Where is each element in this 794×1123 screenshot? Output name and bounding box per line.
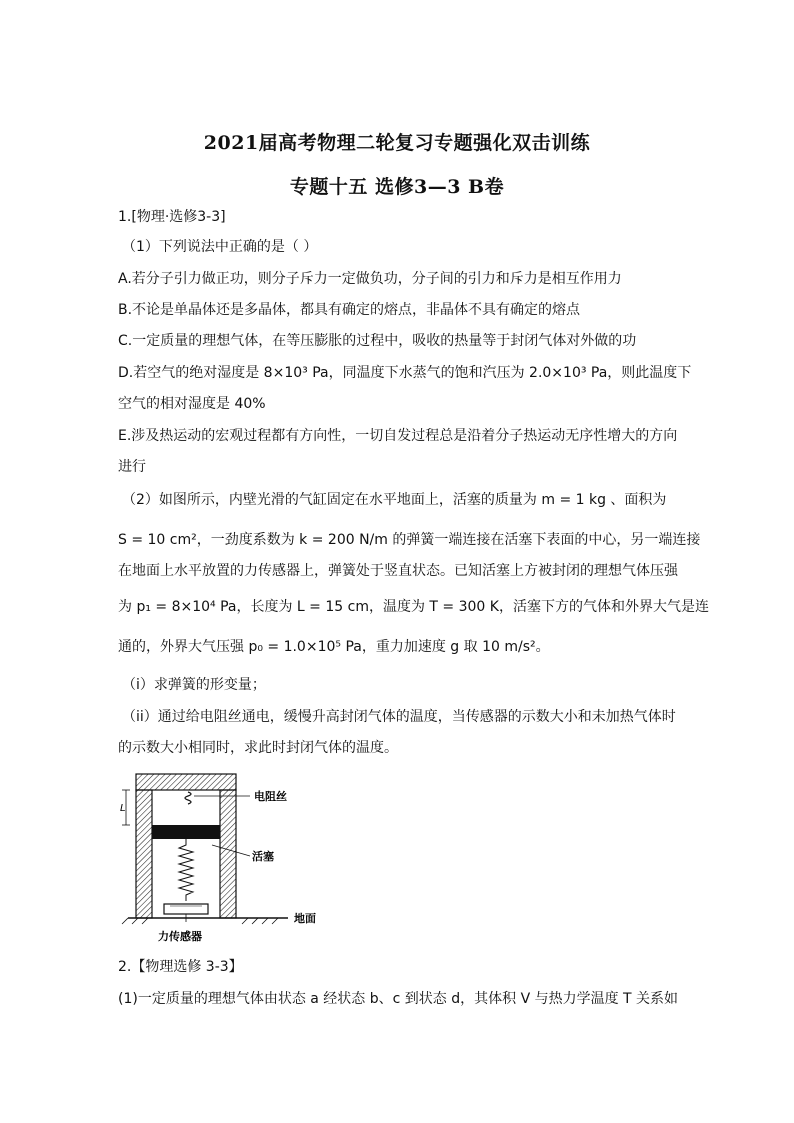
document-title: 2021届高考物理二轮复习专题强化双击训练 [203,132,591,154]
label-force-sensor: 力传感器 [158,930,202,943]
cylinder-right-wall [220,790,236,918]
sub-question-1: （i）求弹簧的形变量； [122,677,266,693]
option-d-line-2: 空气的相对湿度是 40% [118,396,266,412]
option-e-line-2: 进行 [118,459,146,475]
option-b: B.不论是单晶体还是多晶体，都具有确定的熔点，非晶体不具有确定的熔点 [118,302,581,318]
sub-question-2-line-1: （ii）通过给电阻丝通电，缓慢升高封闭气体的温度，当传感器的示数大小和未加热气体时 [122,709,676,725]
part-2-line-2: S = 10 cm²，一劲度系数为 k = 200 N/m 的弹簧一端连接在活塞下表面的中心，另一端连接 [118,532,701,548]
option-c: C.一定质量的理想气体，在等压膨胀的过程中，吸收的热量等于封闭气体对外做的功 [118,333,637,349]
question-2-header: 2.【物理选修 3-3】 [118,959,243,975]
force-sensor [164,904,208,914]
part-2-line-1: （2）如图所示，内壁光滑的气缸固定在水平地面上，活塞的质量为 m = 1 kg 、面积为 [122,492,667,508]
resistance-wire-icon [185,792,191,804]
part-2-line-3: 在地面上水平放置的力传感器上，弹簧处于竖直状态。已知活塞上方被封闭的理想气体压强 [118,563,678,579]
question-1-part-1: （1）下列说法中正确的是（ ） [122,239,318,255]
question-2-line-1: (1)一定质量的理想气体由状态 a 经状态 b、c 到状态 d，其体积 V 与热力学温度 T 关系如 [118,991,679,1007]
cylinder-diagram [118,770,348,948]
question-1-header: 1.[物理·选修3-3] [118,209,226,225]
option-d-line-1: D.若空气的绝对湿度是 8×10³ Pa，同温度下水蒸气的饱和汽压为 2.0×10³ Pa，则此温度下 [118,365,692,381]
piston [152,825,220,839]
label-ground: 地面 [294,912,316,925]
document-subtitle: 专题十五 选修3—3 B卷 [289,176,505,198]
cylinder-top-wall [136,774,236,790]
spring-icon [179,839,193,901]
option-a: A.若分子引力做正功，则分子斥力一定做负功，分子间的引力和斥力是相互作用力 [118,271,622,287]
part-2-line-5: 通的，外界大气压强 p₀ = 1.0×10⁵ Pa，重力加速度 g 取 10 m/s²。 [118,639,550,655]
cylinder-left-wall [136,790,152,918]
sub-question-2-line-2: 的示数大小相同时，求此时封闭气体的温度。 [118,740,398,756]
part-2-line-4: 为 p₁ = 8×10⁴ Pa，长度为 L = 15 cm，温度为 T = 300 K，活塞下方的气体和外界大气是连 [118,599,709,615]
label-piston: 活塞 [252,850,274,863]
label-length: L [120,803,126,814]
option-e-line-1: E.涉及热运动的宏观过程都有方向性，一切自发过程总是沿着分子热运动无序性增大的方向 [118,428,678,444]
label-resistance-wire: 电阻丝 [254,790,287,803]
